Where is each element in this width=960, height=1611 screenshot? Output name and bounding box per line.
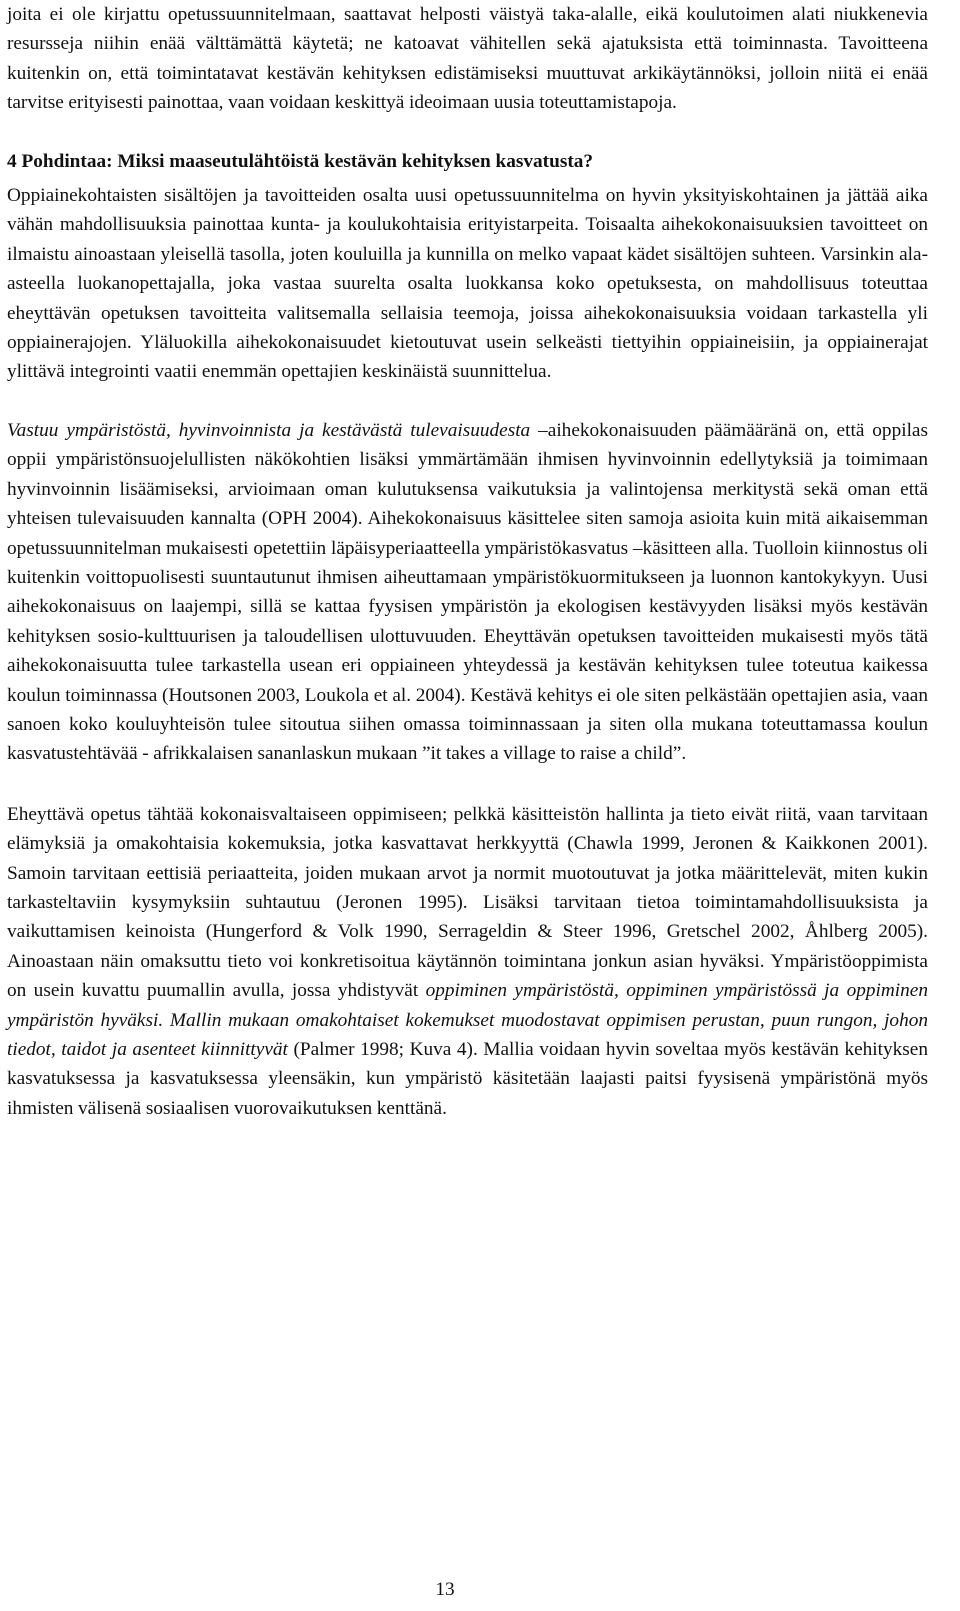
paragraph-intro: joita ei ole kirjattu opetussuunnitelmaan, saattavat helposti väistyä taka-alalle, eikä koulutoimen alati niukkenevia resursseja niihin enää välttämättä käytetä; ne katoavat vähitellen sekä ajatuksista että toiminnasta. Tavoitteena kuitenkin on, että toimintatavat kestävän kehityksen edistämiseksi muuttuvat arkikäytännöksi, jolloin niitä ei enää tarvitse erityisesti painottaa, vaan voidaan keskittyä ideoimaan uusia toteuttamistapoja. [7,4,928,114]
document-page [7,0,928,1123]
paragraph-theme [7,416,928,769]
section-heading: 4 Pohdintaa: Miksi maaseutulähtöistä kestävän kehityksen kasvatusta? [7,150,594,172]
paragraph-integrative-teaching [7,800,928,1123]
paragraph-integrative-part-b: (Palmer 1998; Kuva 4). Mallia voidaan hyvin soveltaa myös kestävän kehityksen kasvatuksessa ja kasvatuksessa yleensäkin, kun ympäristö käsitetään laajasti paitsi fyysisenä ympäristönä myös ihmisten välisenä sosiaalisen vuorovaikutuksen kenttänä. [7,1039,928,1119]
paragraph-integrative-part-a: Eheyttävä opetus tähtää kokonaisvaltaiseen oppimiseen; pelkkä käsitteistön hallinta ja tieto eivät riitä, vaan tarvitaan elämyksiä ja omakohtaisia kokemuksia, jotka kasvattavat herkkyyttä (Chawla 1999, Jeronen & Kaikkonen 2001). Samoin tarvitaan eettisiä periaatteita, joiden mukaan arvot ja normit muotoutuvat ja jotka määrittelevät, miten kukin tarkasteltaviin kysymyksiin suhtautuu (Jeronen 1995). Lisäksi tarvitaan tietoa toimintamahdollisuuksista ja vaikuttamisen keinoista (Hungerford & Volk 1990, Serrageldin & Steer 1996, Gretschel 2002, Åhlberg 2005). Ainoastaan näin omaksuttu tieto voi konkretisoitua käytännön toimintana jonkun asian hyväksi. Ympäristöoppimista on usein kuvattu puumallin avulla, jossa yhdistyvät [7,803,928,1002]
paragraph-theme-body: –aihekokonaisuuden päämääränä on, että oppilas oppii ympäristönsuojelullisten näkökohtien lisäksi ymmärtämään ihmisen hyvinvoinnin edellytyksiä ja toimimaan hyvinvoinnin lisäämiseksi, arvioimaan oman kulutuksensa vaikutuksia ja valintojensa merkitystä sekä oman että yhteisen tulevaisuuden kannalta (OPH 2004). Aihekokonaisuus käsittelee siten samoja asioita kuin mitä aikaisemman opetussuunnitelman mukaisesti opetettiin läpäisyperiaatteella ympäristökasvatus –käsitteen alla. Tuolloin kiinnostus oli kuitenkin voittopuolisesti suuntautunut ihmisen aiheuttamaan ympäristökuormitukseen ja luonnon kantokykyyn. Uusi aihekokonaisuus on laajempi, sillä se kattaa fyysisen ympäristön ja ekologisen kestävyyden lisäksi myös kestävän kehityksen sosio-kulttuurisen ja taloudellisen ulottuvuuden. Eheyttävän opetuksen tavoitteiden mukaisesti myös tätä aihekokonaisuutta tulee tarkastella usean eri oppiaineen yhteydessä ja kestävän kehityksen tulee toteutua kaikessa koulun toiminnassa (Houtsonen 2003, Loukola et al. 2004). Kestävä kehitys ei ole siten pelkästään opettajien asia, vaan sanoen koko kouluyhteisön tulee sitoutua siihen omassa toiminnassaan ja siten olla mukana toteuttamassa koulun kasvatustehtävää - afrikkalaisen sananlaskun mukaan ”it takes a village to raise a child”. [7,419,928,765]
page-number: 13 [435,1579,455,1600]
paragraph-curriculum: Oppiainekohtaisten sisältöjen ja tavoitteiden osalta uusi opetussuunnitelma on hyvin yksityiskohtainen ja jättää aika vähän mahdollisuuksia painottaa kunta- ja koulukohtaisia erityistarpeita. Toisaalta aihekokonaisuuksien tavoitteet on ilmaistu ainoastaan yleisellä tasolla, joten kouluilla ja kunnilla on melko vapaat kädet sisältöjen suhteen. Varsinkin ala-asteella luokanopettajalla, joka vastaa suurelta osalta luokkansa koko opetuksesta, on mahdollisuus toteuttaa eheyttävän opetuksen tavoitteita valitsemalla sellaisia teemoja, joissa aihekokonaisuuksia voidaan tarkastella yli oppiainerajojen. Yläluokilla aihekokonaisuudet kietoutuvat usein selkeästi tiettyihin oppiaineisiin, ja oppiainerajat ylittävä integrointi vaatii enemmän opettajien keskinäistä suunnittelua. [7,185,928,383]
theme-title-italic: Vastuu ympäristöstä, hyvinvoinnista ja kestävästä tulevaisuudesta [7,419,531,441]
tree-model-italic: oppiminen ympäristöstä, oppiminen ympäristössä ja oppiminen ympäristön hyväksi. Mallin mukaan omakohtaiset kokemukset muodostavat oppimisen perustan, puun rungon, johon tiedot, taidot ja asenteet kiinnittyvät [7,980,928,1060]
